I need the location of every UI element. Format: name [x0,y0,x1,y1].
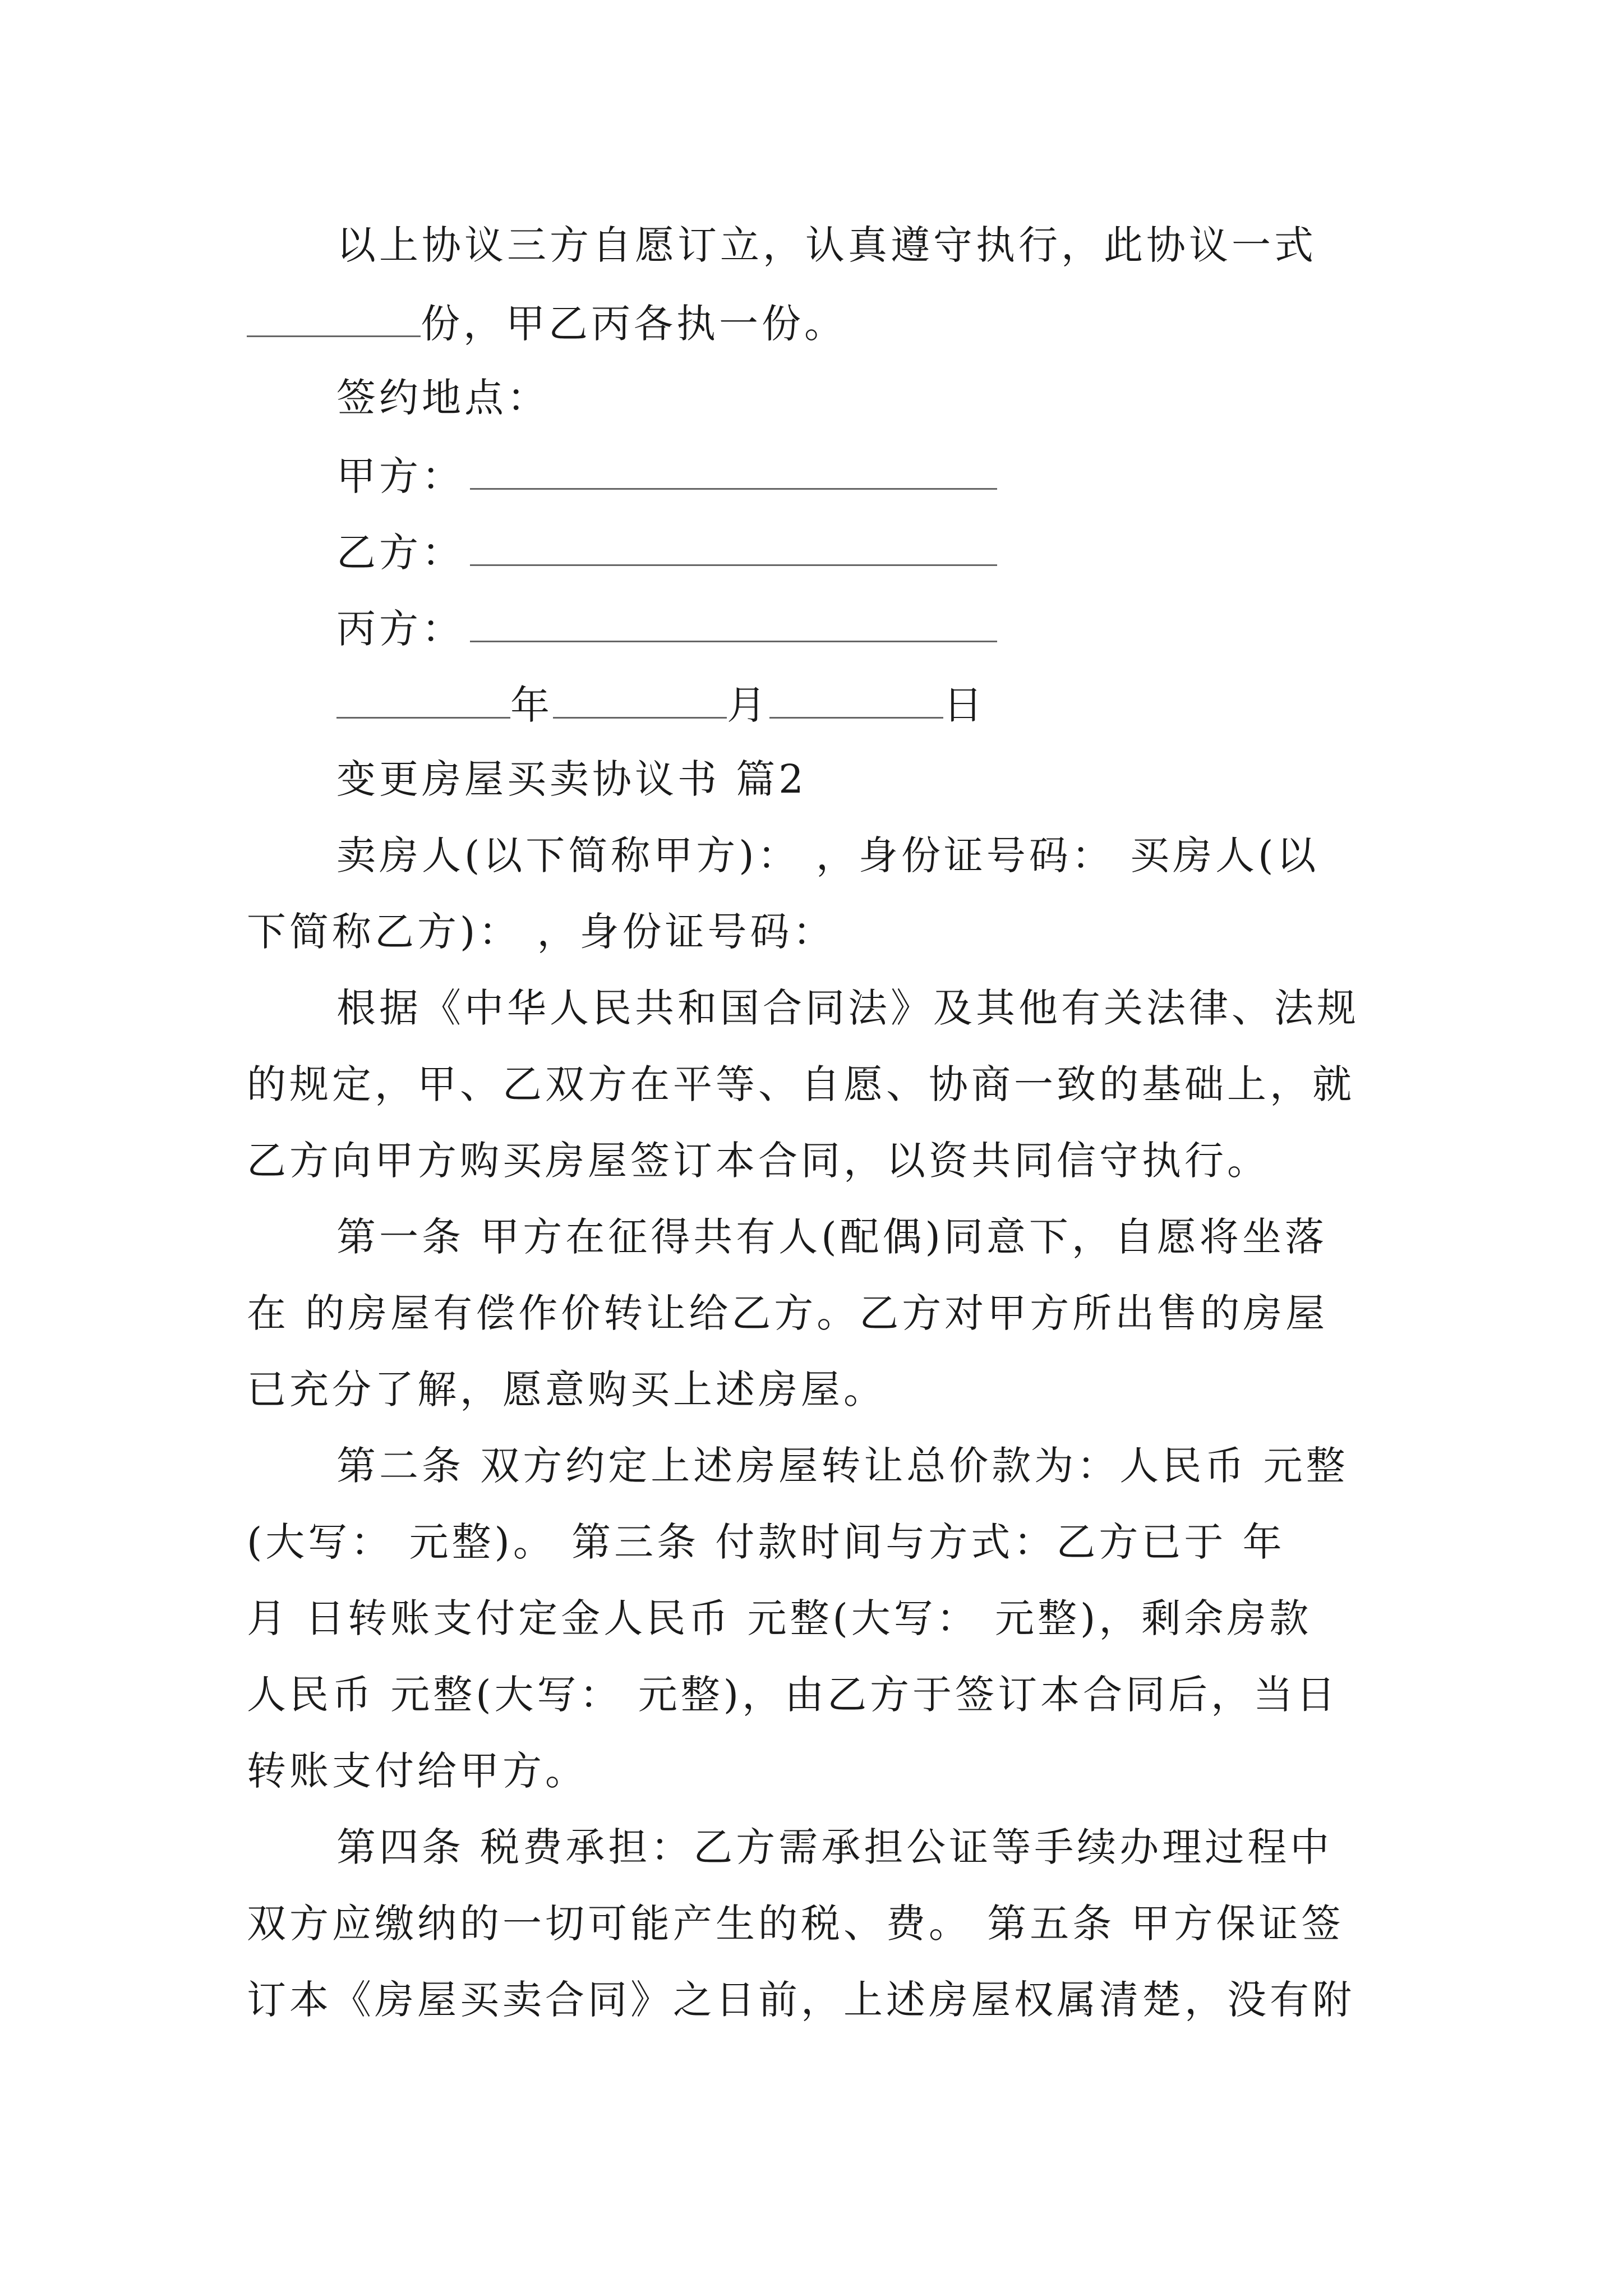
party-a-signature [336,453,1391,499]
signing-date [336,682,1391,728]
party-c-signature [336,606,1391,652]
closing-line-2-text: 份，甲乙丙各执一份。 [421,301,847,347]
month-label: 月 [727,682,769,728]
article2-line-4: 人民币 元整(大写： 元整)，由乙方于签订本合同后，当日 [247,1672,1339,1718]
parties-line-2: 下简称乙方)： ，身份证号码： [247,909,836,955]
closing-line-2 [247,301,1391,347]
party-b-signature [336,530,1391,576]
signing-place-label: 签约地点： [336,375,550,421]
article1-line-2: 在 的房屋有偿作价转让给乙方。乙方对甲方所出售的房屋 [247,1290,1329,1336]
party-a-blank [470,454,997,490]
closing-line-1: 以上协议三方自愿订立，认真遵守执行，此协议一式 [336,222,1317,268]
article1-line-3: 已充分了解，愿意购买上述房屋。 [247,1366,886,1412]
article2-line-5: 转账支付给甲方。 [247,1748,588,1794]
month-blank [553,683,727,719]
article2-line-1: 第二条 双方约定上述房屋转让总价款为：人民币 元整 [336,1443,1349,1489]
article4-line-2: 双方应缴纳的一切可能产生的税、费。 第五条 甲方保证签 [247,1901,1344,1947]
year-label: 年 [510,682,553,728]
article4-line-1: 第四条 税费承担：乙方需承担公证等手续办理过程中 [336,1824,1333,1870]
article1-line-1: 第一条 甲方在征得共有人(配偶)同意下，自愿将坐落 [336,1214,1327,1260]
basis-line-1: 根据《中华人民共和国合同法》及其他有关法律、法规 [336,985,1359,1031]
article2-line-3: 月 日转账支付定金人民币 元整(大写： 元整)，剩余房款 [247,1595,1312,1641]
section-title: 变更房屋买卖协议书 篇2 [336,756,807,802]
parties-line-1: 卖房人(以下简称甲方)： ，身份证号码： 买房人(以 [336,832,1320,878]
party-c-blank [470,607,997,642]
day-label: 日 [943,682,986,728]
day-blank [769,683,943,719]
party-b-blank [470,531,997,566]
basis-line-3: 乙方向甲方购买房屋签订本合同，以资共同信守执行。 [247,1138,1270,1184]
copies-blank [247,302,421,337]
party-b-label: 乙方： [336,530,464,576]
article4-line-3: 订本《房屋买卖合同》之日前，上述房屋权属清楚，没有附 [247,1977,1355,2023]
article2-line-2: (大写： 元整)。 第三条 付款时间与方式：乙方已于 年 [247,1519,1285,1565]
party-a-label: 甲方： [336,453,464,499]
party-c-label: 丙方： [336,606,464,652]
year-blank [336,683,510,719]
basis-line-2: 的规定，甲、乙双方在平等、自愿、协商一致的基础上，就 [247,1061,1355,1107]
